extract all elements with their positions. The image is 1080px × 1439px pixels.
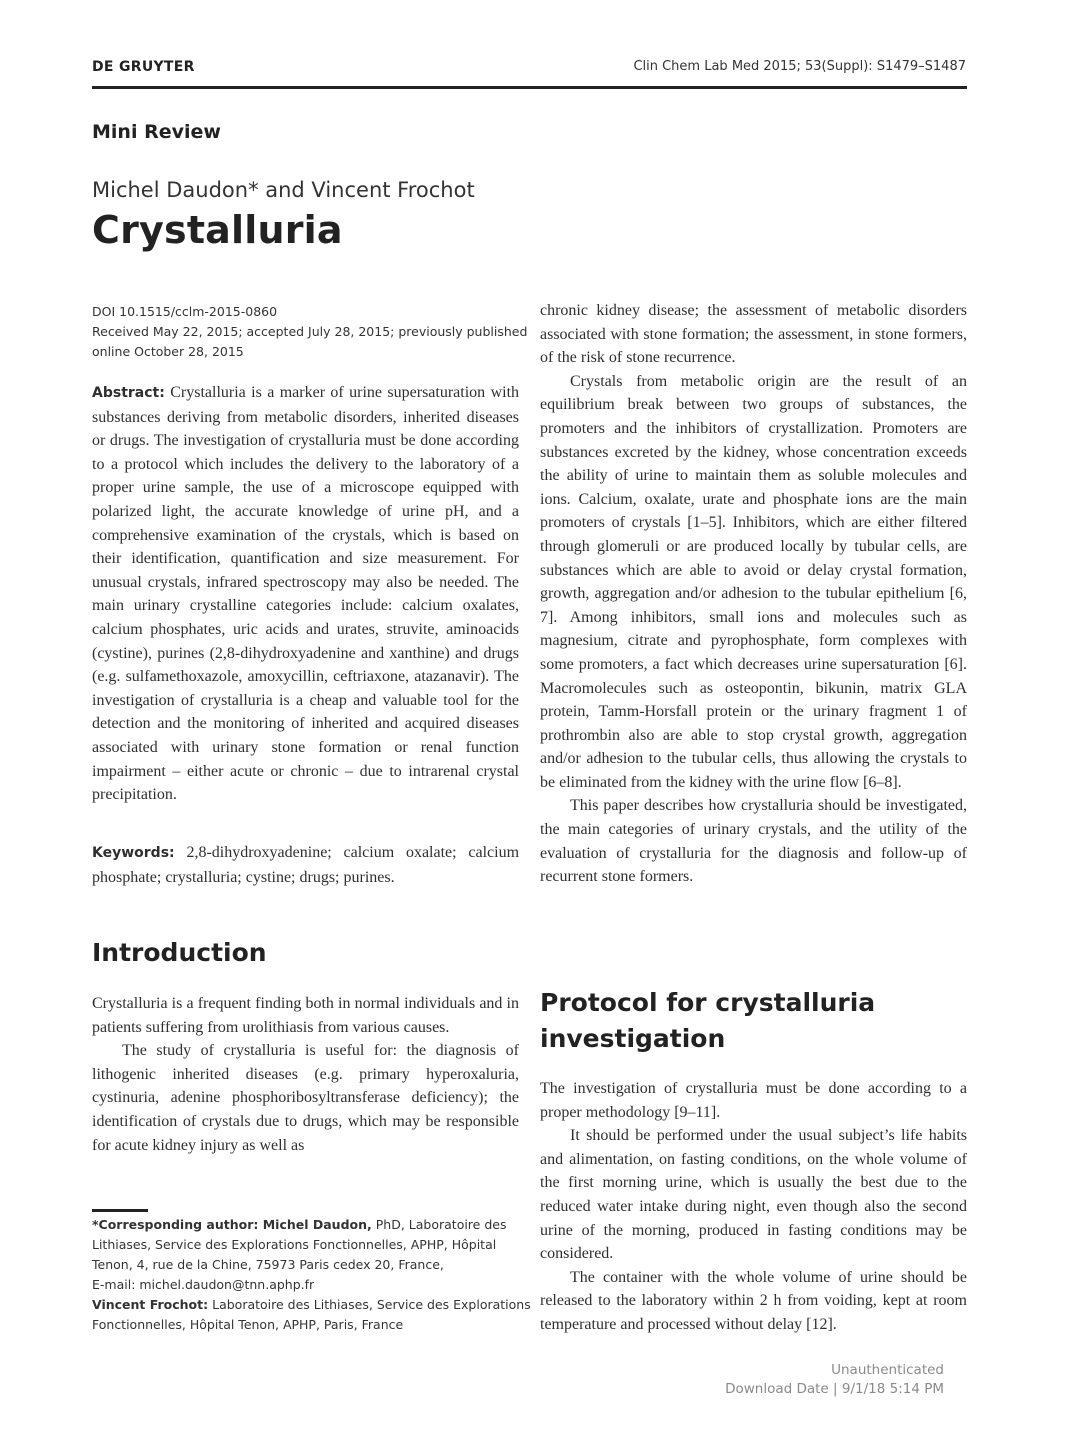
introduction-body xyxy=(92,992,519,1157)
abstract-label: Abstract: xyxy=(92,385,165,401)
protocol-body xyxy=(540,1077,967,1337)
paragraph: chronic kidney disease; the assessment of metabolic disorders associated with stone formation; the assessment, in stone formers, of the risk of stone recurrence. xyxy=(540,302,967,367)
paragraph: The study of crystalluria is useful for: the diagnosis of lithogenic inherited diseases (e.g. primary hyperoxaluria, cystinuria, adenine phosphoribosyltransferase deficiency); the identification of crystals due to drugs, which may be responsible for acute kidney injury as well as xyxy=(92,1042,519,1154)
paragraph: This paper describes how crystalluria should be investigated, the main categories of urinary crystals, and the utility of the evaluation of crystalluria for the diagnosis and follow-up of recurrent stone formers. xyxy=(540,797,967,886)
footnote-rule xyxy=(92,1209,148,1212)
watermark-status: Unauthenticated xyxy=(831,1362,944,1378)
second-author-affiliation: Laboratoire des Lithiases, Service des Explorations Fonctionnelles, Hôpital Tenon, APHP, Paris, France xyxy=(92,1297,531,1332)
paragraph: Crystals from metabolic origin are the result of an equilibrium break between two groups of substances, the promoters and the inhibitors of crystallization. Promoters are substances excreted by the kidney, whose concentration exceeds the ability of urine to maintain them as soluble molecules and ions. Calcium, oxalate, urate and phosphate ions are the main promoters of crystals [1–5]. Inhibitors, which are either filtered through glomeruli or are produced locally by tubular cells, are substances which are able to avoid or delay crystal formation, growth, aggregation and/or adhesion to the tubular epithelium [6, 7]. Among inhibitors, small ions and molecules such as magnesium, citrate and pyrophosphate, form complexes with some promoters, a fact which decreases urine supersaturation [6]. Macromolecules such as osteopontin, bikunin, matrix GLA protein, Tamm-Horsfall protein or the urinary fragment 1 of prothrombin also are able to stop crystal growth, aggregation and/or adhesion to the tubular cells, thus allowing the crystals to be eliminated from the kidney with the urine flow [6–8]. xyxy=(540,372,967,791)
abstract-text: Crystalluria is a marker of urine supersaturation with substances deriving from metabolic disorders, inherited diseases or drugs. The investigation of crystalluria must be done according to a protocol which includes the delivery to the laboratory of a proper urine sample, the use of a microscope equipped with polarized light, the accurate knowledge of urine pH, and a comprehensive examination of the crystals, which is based on their identification, quantification and size measurement. For unusual crystals, infrared spectroscopy may also be needed. The main urinary crystalline categories include: calcium oxalates, calcium phosphates, uric acids and urates, struvite, aminoacids (cystine), purines (2,8-dihydroxyadenine and xanthine) and drugs (e.g. sulfamethoxazole, amoxycillin, ceftriaxone, atazanavir). The investigation of crystalluria is a cheap and valuable tool for the detection and the monitoring of inherited and acquired diseases associated with urinary stone formation or renal function impairment – either acute or chronic – due to intrarenal crystal precipitation. xyxy=(92,384,520,804)
introduction-heading: Introduction xyxy=(92,938,267,967)
second-author-label: Vincent Frochot: xyxy=(92,1297,209,1312)
corresponding-author-label: *Corresponding author: Michel Daudon, xyxy=(92,1217,372,1232)
paragraph: The container with the whole volume of urine should be released to the laboratory within 2 h from voiding, kept at room temperature and processed without delay [12]. xyxy=(540,1268,967,1333)
header-rule xyxy=(92,86,967,89)
protocol-heading: Protocol for crystalluria investigation xyxy=(540,988,876,1053)
received-dates: Received May 22, 2015; accepted July 28, 2015; previously published xyxy=(92,324,528,339)
corresponding-author-affiliation: PhD, Laboratoire des Lithiases, Service des Explorations Fonctionnelles, APHP, Hôpital Tenon, 4, rue de la Chine, 75973 Paris cedex 20, France, xyxy=(92,1217,507,1272)
email-link[interactable]: E-mail: michel.daudon@tnn.aphp.fr xyxy=(92,1277,315,1292)
paragraph: The investigation of crystalluria must be done according to a proper methodology [9–11]. xyxy=(540,1080,967,1121)
paragraph: It should be performed under the usual subject’s life habits and alimentation, on fasting conditions, on the whole volume of the first morning urine, which is usually the best due to the reduced water intake during night, even though also the second urine of the morning, produced in fasting conditions may be considered. xyxy=(540,1127,967,1263)
right-column-body xyxy=(540,299,967,889)
article-title: Crystalluria xyxy=(92,208,343,252)
journal-citation: Clin Chem Lab Med 2015; 53(Suppl): S1479–S1487 xyxy=(633,59,966,74)
keywords-label: Keywords: xyxy=(92,845,175,861)
doi[interactable]: DOI 10.1515/cclm-2015-0860 xyxy=(92,304,278,319)
author-footnote xyxy=(92,1215,532,1335)
paragraph: Crystalluria is a frequent finding both in normal individuals and in patients suffering from urolithiasis from various causes. xyxy=(92,995,519,1036)
received-dates-cont: online October 28, 2015 xyxy=(92,344,244,359)
article-type: Mini Review xyxy=(92,121,221,143)
keywords xyxy=(92,841,519,889)
article-meta xyxy=(92,302,528,362)
download-watermark xyxy=(725,1361,944,1399)
watermark-date: Download Date | 9/1/18 5:14 PM xyxy=(725,1381,944,1397)
keywords-text: 2,8-dihydroxyadenine; calcium oxalate; calcium phosphate; crystalluria; cystine; drugs; purines. xyxy=(92,844,520,886)
abstract xyxy=(92,381,519,807)
publisher-logo: DE GRUYTER xyxy=(92,59,195,75)
authors: Michel Daudon* and Vincent Frochot xyxy=(92,178,475,202)
